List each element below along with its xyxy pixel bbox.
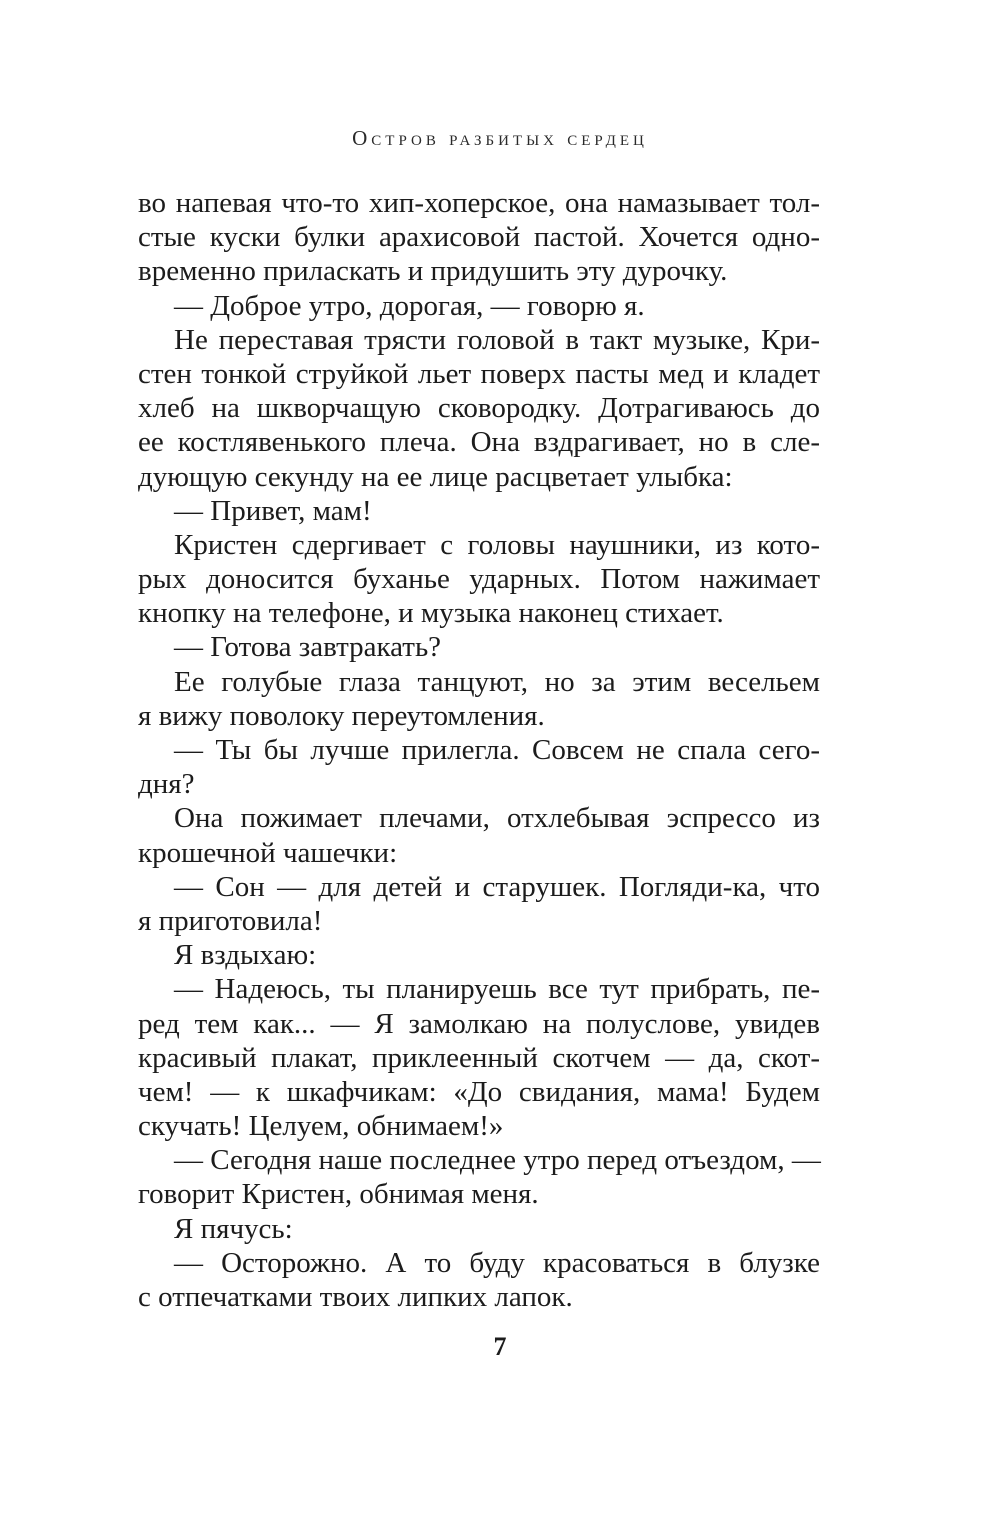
text-line: дующую секунду на ее лице расцветает улыбка: bbox=[138, 460, 733, 493]
text-line: Она пожимает плечами, отхлебывая эспрессо из bbox=[174, 802, 820, 835]
text-line: стые куски булки арахисовой пастой. Хочется одно- bbox=[138, 221, 820, 254]
text-line: — Надеюсь, ты планируешь все тут прибрать, пе- bbox=[174, 973, 820, 1006]
running-head: Остров разбитых сердец bbox=[352, 126, 648, 150]
text-line: ред тем как... — Я замолкаю на полуслове, увидев bbox=[138, 1007, 820, 1040]
text-line: Ее голубые глаза танцуют, но за этим весельем bbox=[174, 665, 820, 698]
text-line: Кристен сдергивает с головы наушники, из кото- bbox=[174, 528, 820, 561]
text-line: рых доносится буханье ударных. Потом нажимает bbox=[138, 563, 820, 596]
text-line: чем! — к шкафчикам: «До свидания, мама! Будем bbox=[138, 1075, 820, 1108]
text-line: — Сегодня наше последнее утро перед отъездом, — bbox=[174, 1144, 821, 1177]
text-line: скучать! Целуем, обнимаем!» bbox=[138, 1110, 504, 1143]
text-line: красивый плакат, приклеенный скотчем — да, скот- bbox=[138, 1041, 820, 1074]
text-line: — Сон — для детей и старушек. Погляди-ка, что bbox=[174, 870, 820, 903]
text-line: крошечной чашечки: bbox=[138, 836, 398, 869]
page-number: 7 bbox=[493, 1332, 507, 1361]
text-line: — Осторожно. А то буду красоваться в блузке bbox=[174, 1246, 820, 1279]
text-line: Я вздыхаю: bbox=[174, 939, 317, 972]
text-line: во напевая что-то хип-хоперское, она намазывает тол- bbox=[138, 187, 820, 219]
text-line: — Ты бы лучше прилегла. Совсем не спала сего- bbox=[174, 734, 820, 766]
text-line: — Готова завтракать? bbox=[174, 631, 442, 664]
body-text bbox=[138, 186, 820, 1314]
text-line: хлеб на шкворчащую сковородку. Дотрагиваюсь до bbox=[138, 392, 820, 425]
text-line: говорит Кристен, обнимая меня. bbox=[138, 1178, 539, 1211]
text-line: кнопку на телефоне, и музыка наконец стихает. bbox=[138, 597, 724, 630]
text-line: я приготовила! bbox=[138, 904, 323, 937]
text-line: с отпечатками твоих липких лапок. bbox=[138, 1281, 573, 1313]
text-line: — Привет, мам! bbox=[174, 494, 372, 527]
text-line: временно приласкать и придушить эту дурочку. bbox=[138, 255, 728, 288]
text-line: Я пячусь: bbox=[174, 1212, 293, 1245]
text-line: стен тонкой струйкой льет поверх пасты мед и кладет bbox=[138, 357, 820, 390]
text-line: Не переставая трясти головой в такт музыке, Кри- bbox=[174, 323, 820, 356]
text-line: — Доброе утро, дорогая, — говорю я. bbox=[174, 289, 645, 322]
text-line: ее костлявенького плеча. Она вздрагивает, но в сле- bbox=[138, 426, 820, 459]
text-line: я вижу поволоку переутомления. bbox=[138, 699, 545, 732]
text-line: дня? bbox=[138, 768, 195, 801]
